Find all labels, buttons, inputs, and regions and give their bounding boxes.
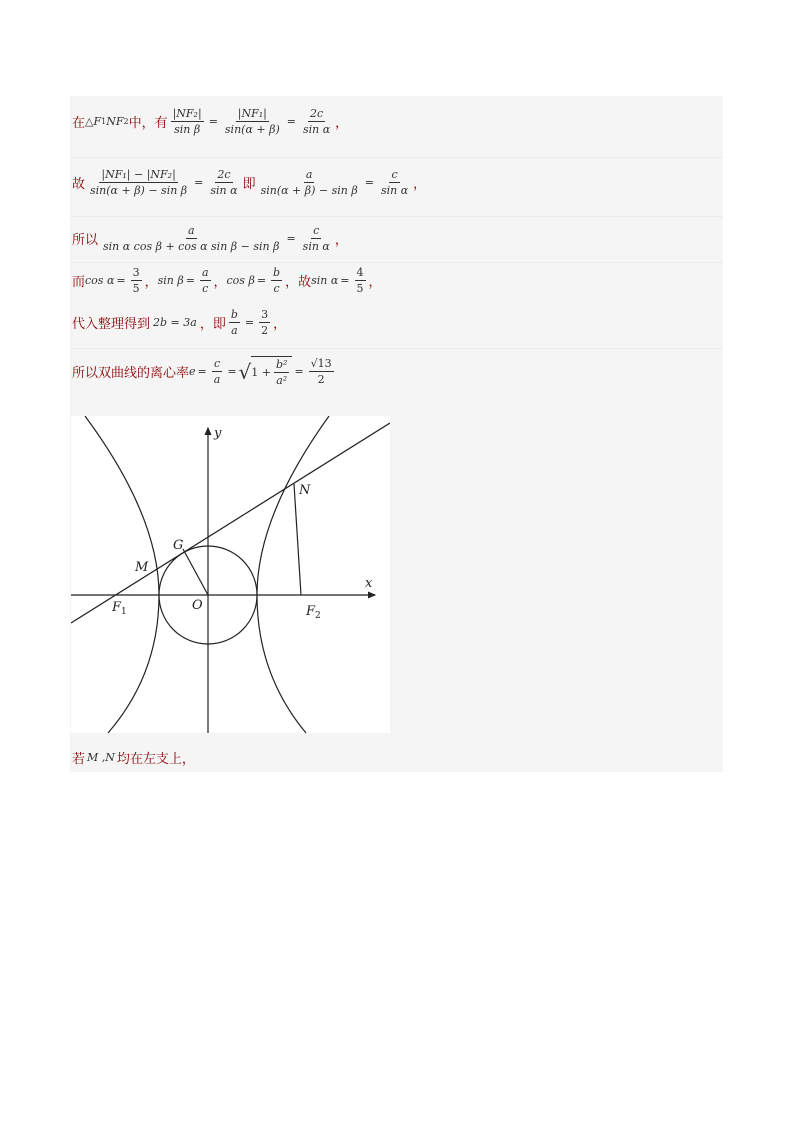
fraction: $\frac{\text{|NF₂|}}{\text{sin β}}$ — [172, 107, 202, 136]
equals: = — [294, 365, 304, 378]
label-y: y — [214, 426, 222, 441]
math-expr: cos α — [85, 274, 115, 287]
text: 均在左支上， — [116, 752, 195, 767]
math-expr: M ,N — [87, 751, 115, 764]
text: 中，有 — [128, 116, 168, 131]
equation-line-1 — [72, 107, 348, 136]
fraction: $\frac{a}{\text{sin α cos β + cos α sin β − sin β}}$ — [103, 224, 280, 253]
math-expr: 1 + — [251, 366, 271, 379]
equation-line-4 — [72, 266, 382, 295]
segment-OG — [183, 549, 208, 595]
text: 即 — [242, 177, 256, 192]
fraction: $\frac{b}{c}$ — [273, 266, 281, 295]
label-N: N — [299, 483, 311, 498]
text: ，故 — [285, 275, 312, 290]
sqrt-body — [251, 356, 292, 387]
equation-line-5 — [72, 308, 286, 337]
text: ，即 — [199, 317, 226, 332]
fraction: $\frac{2c}{\text{sin α}}$ — [302, 107, 331, 136]
label-F2-sub: 2 — [315, 611, 321, 621]
fraction: $\frac{\text{|NF₁| − |NF₂|}}{\text{sin(α + β) − sin β}}$ — [90, 168, 188, 197]
math-expr: sin β — [157, 274, 184, 287]
text: ， — [334, 233, 348, 248]
fraction: $\frac{c}{\text{sin α}}$ — [380, 168, 409, 197]
text: ， — [144, 275, 158, 290]
text: ， — [413, 177, 427, 192]
segment-NF2 — [294, 484, 301, 595]
fraction: $\frac{a}{\text{sin(α + β) − sin β}}$ — [260, 168, 358, 197]
fraction: $\frac{3}{2}$ — [261, 308, 269, 337]
label-F1: F — [112, 600, 122, 615]
text: 故 — [72, 177, 86, 192]
math-var: e — [189, 365, 196, 378]
equals: = — [244, 316, 255, 329]
divider — [70, 157, 723, 158]
equals: = — [116, 274, 126, 287]
equals: = — [340, 274, 350, 287]
math-expr: sin α — [311, 274, 339, 287]
text: ， — [273, 317, 287, 332]
sqrt-icon: √ — [238, 359, 252, 384]
figure-svg — [71, 416, 390, 733]
fraction: $\frac{2c}{\text{sin α}}$ — [210, 168, 238, 197]
hyperbola-figure — [71, 416, 390, 733]
equals: = — [227, 365, 237, 378]
triangle-symbol: △ — [85, 115, 94, 128]
fraction: $\frac{3}{5}$ — [132, 266, 140, 295]
equals: = — [256, 274, 267, 287]
label-F1-sub: 1 — [121, 607, 127, 617]
equals: = — [364, 176, 374, 189]
fraction: $\frac{c}{\text{sin α}}$ — [302, 224, 330, 253]
subscript: 2 — [123, 117, 129, 126]
label-G: G — [173, 538, 184, 553]
text: 在 — [72, 116, 86, 131]
equals: = — [286, 115, 296, 128]
text: 而 — [72, 275, 86, 290]
divider — [70, 348, 723, 349]
fraction: $\frac{√13}{2}$ — [310, 357, 332, 386]
text: 所以 — [72, 233, 99, 248]
line-MN — [71, 423, 390, 623]
equals: = — [286, 232, 296, 245]
equation-line-6 — [72, 356, 337, 387]
hyperbola-right-branch — [257, 416, 329, 733]
equals: = — [208, 115, 218, 128]
fraction: $\frac{a}{c}$ — [201, 266, 209, 295]
math-var: NF — [106, 115, 124, 128]
text: 所以双曲线的离心率 — [72, 366, 190, 381]
fraction: $\frac{\text{|NF₁|}}{\sin(\alpha + \beta)}$ — [224, 107, 280, 136]
math-expr: cos β — [226, 274, 255, 287]
text: ， — [213, 275, 227, 290]
math-expr: 2b = 3a — [153, 316, 197, 329]
divider — [70, 262, 723, 263]
equals: = — [194, 176, 204, 189]
fraction: $\frac{4}{5}$ — [356, 266, 364, 295]
divider — [70, 216, 723, 217]
equation-line-3 — [72, 224, 348, 253]
fraction: $\frac{\text{b²}}{\text{a²}}$ — [276, 358, 288, 387]
fraction: $\frac{c}{a}$ — [213, 357, 221, 386]
label-F2: F — [306, 604, 316, 619]
text: ， — [335, 116, 349, 131]
fraction: $\frac{b}{a}$ — [230, 308, 238, 337]
text: 代入整理得到 — [72, 317, 151, 332]
subscript: 1 — [101, 117, 107, 126]
equals: = — [197, 365, 207, 378]
label-M: M — [135, 560, 149, 575]
label-x: x — [365, 576, 373, 591]
equation-line-7 — [72, 748, 195, 767]
equation-line-2 — [72, 168, 426, 197]
equals: = — [185, 274, 195, 287]
text: 若 — [72, 752, 86, 767]
text: ， — [368, 275, 382, 290]
math-var: F — [93, 115, 102, 128]
label-origin: O — [192, 598, 203, 613]
